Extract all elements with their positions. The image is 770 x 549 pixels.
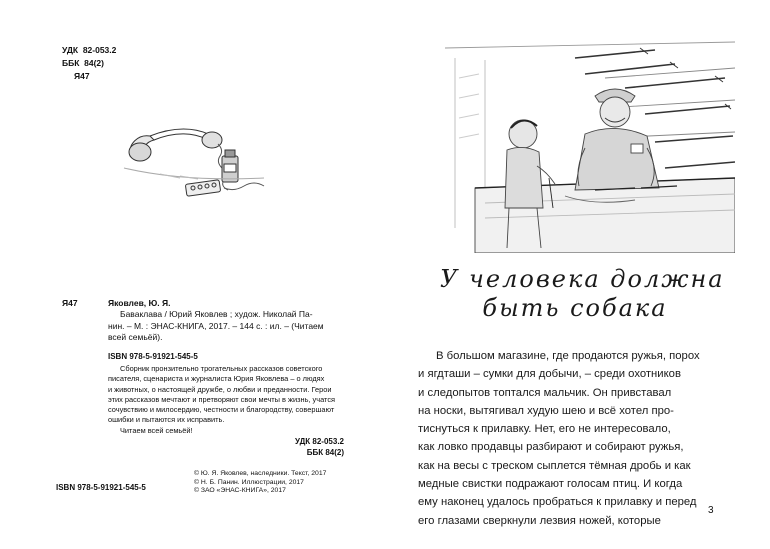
catalog-codes [62, 44, 116, 83]
chapter-title [440, 265, 725, 323]
bbk-code: ББК 84(2) [62, 58, 104, 68]
story-text [418, 347, 714, 530]
catalog-author-mark: Я47 [62, 298, 78, 308]
right-page [385, 0, 770, 549]
udk-code-bottom: УДК 82-053.2 [295, 437, 344, 446]
isbn-bottom: ISBN 978-5-91921-545-5 [56, 483, 146, 492]
story-line: В большом магазине, где продаются ружья, порох [436, 350, 700, 362]
annotation-line: этих рассказов мечтают и претворяют свои мечты в жизнь, учатся [108, 394, 336, 404]
copyright-line: © ЗАО «ЭНАС-КНИГА», 2017 [194, 487, 286, 495]
copyright-block [194, 470, 326, 496]
isbn-main: ISBN 978-5-91921-545-5 [108, 352, 198, 361]
copyright-line: © Ю. Я. Яковлев, наследники. Текст, 2017 [194, 470, 327, 477]
biblio-line: Баваклава / Юрий Яковлев ; худож. Николай Па- [120, 309, 313, 319]
catalog-author: Яковлев, Ю. Я. [108, 298, 171, 308]
author-mark: Я47 [74, 71, 90, 81]
story-line: как на весы с треском сыплется тёмная дробь и как [418, 459, 691, 472]
telephone-illustration [120, 118, 290, 200]
biblio-line: нин. – М. : ЭНАС-КНИГА, 2017. – 144 с. : ил. – (Читаем [108, 320, 324, 331]
udk-code: УДК 82-053.2 [62, 45, 117, 55]
annotation [108, 364, 346, 436]
page-number: 3 [708, 505, 714, 516]
annotation-line: сочувствию и милосердию, честности и благородству, совершают [108, 405, 335, 415]
catalog-codes-bottom [232, 436, 344, 458]
annotation-line: и животных, о настоящей дружбе, о любви и преданности. Герои [108, 384, 332, 394]
annotation-line: писателя, сценариста и журналиста Юрия Яковлева – о людях [108, 374, 325, 384]
annotation-closing: Читаем всей семьёй! [120, 425, 193, 435]
bibliographic-description [108, 309, 346, 344]
copyright-line: © Н. Б. Панин. Иллюстрации, 2017 [194, 478, 304, 486]
story-line: на носки, вытягивал худую шею и всё хотел про- [418, 404, 674, 417]
story-line: как ловко продавцы разбирают и собирают ружья, [418, 441, 684, 454]
chapter-title-line: быть собака [482, 294, 668, 322]
chapter-title-line: У человека должна [440, 265, 725, 293]
story-line: и ягдташи – сумки для добычи, – среди охотников [418, 368, 681, 381]
story-line: тиснуться к прилавку. Нет, его не интересовало, [418, 423, 671, 436]
biblio-line: всей семьёй). [108, 332, 163, 342]
annotation-line: Сборник пронзительно трогательных рассказов советского [120, 364, 323, 373]
bbk-code-bottom: ББК 84(2) [306, 448, 344, 457]
story-line: его глазами сверкнули лезвия ножей, которые [418, 514, 661, 527]
story-line: медные свистки подражают голосам птиц. И когда [418, 478, 683, 491]
story-line: и следопытов топтался мальчик. Он привставал [418, 386, 672, 399]
gun-shop-illustration [445, 38, 735, 253]
annotation-line: ошибки и пытаются их исправить. [108, 415, 225, 425]
story-line: ему наконец удалось пробраться к прилавку и перед [418, 496, 697, 509]
